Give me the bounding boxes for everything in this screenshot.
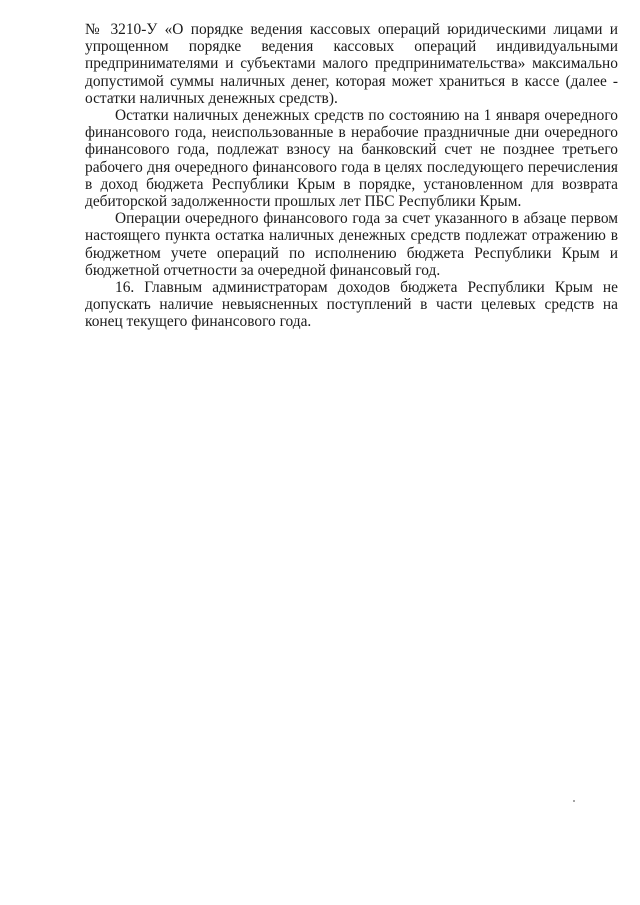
paragraph-cash-balances: Остатки наличных денежных средств по состоянию на 1 января очередного финансового года, неиспользованные в нерабочие праздничные дни очередного финансового года, подлежат взносу на банковский счет не позднее третьего рабочего дня очередного финансового года в целях последующего перечисления в доход бюджета Республики Крым в порядке, установленном для возврата дебиторской задолженности прошлых лет ПБС Республики Крым.: [85, 107, 618, 211]
document-body: [85, 21, 618, 331]
paragraph-cash-operations-reference: № 3210-У «О порядке ведения кассовых операций юридическими лицами и упрощенном порядке ведения кассовых операций индивидуальными предпринимателями и субъектами малого предпринимательства» максимально допустимой суммы наличных денег, которая может храниться в кассе (далее - остатки наличных денежных средств).: [85, 21, 618, 107]
scan-dot-mark: [573, 800, 575, 802]
paragraph-budget-accounting: Операции очередного финансового года за счет указанного в абзаце первом настоящего пункта остатка наличных денежных средств подлежат отражению в бюджетном учете операций по исполнению бюджета Республики Крым и бюджетной отчетности за очередной финансовый год.: [85, 210, 618, 279]
paragraph-item-16: 16. Главным администраторам доходов бюджета Республики Крым не допускать наличие невыясненных поступлений в части целевых средств на конец текущего финансового года.: [85, 279, 618, 331]
